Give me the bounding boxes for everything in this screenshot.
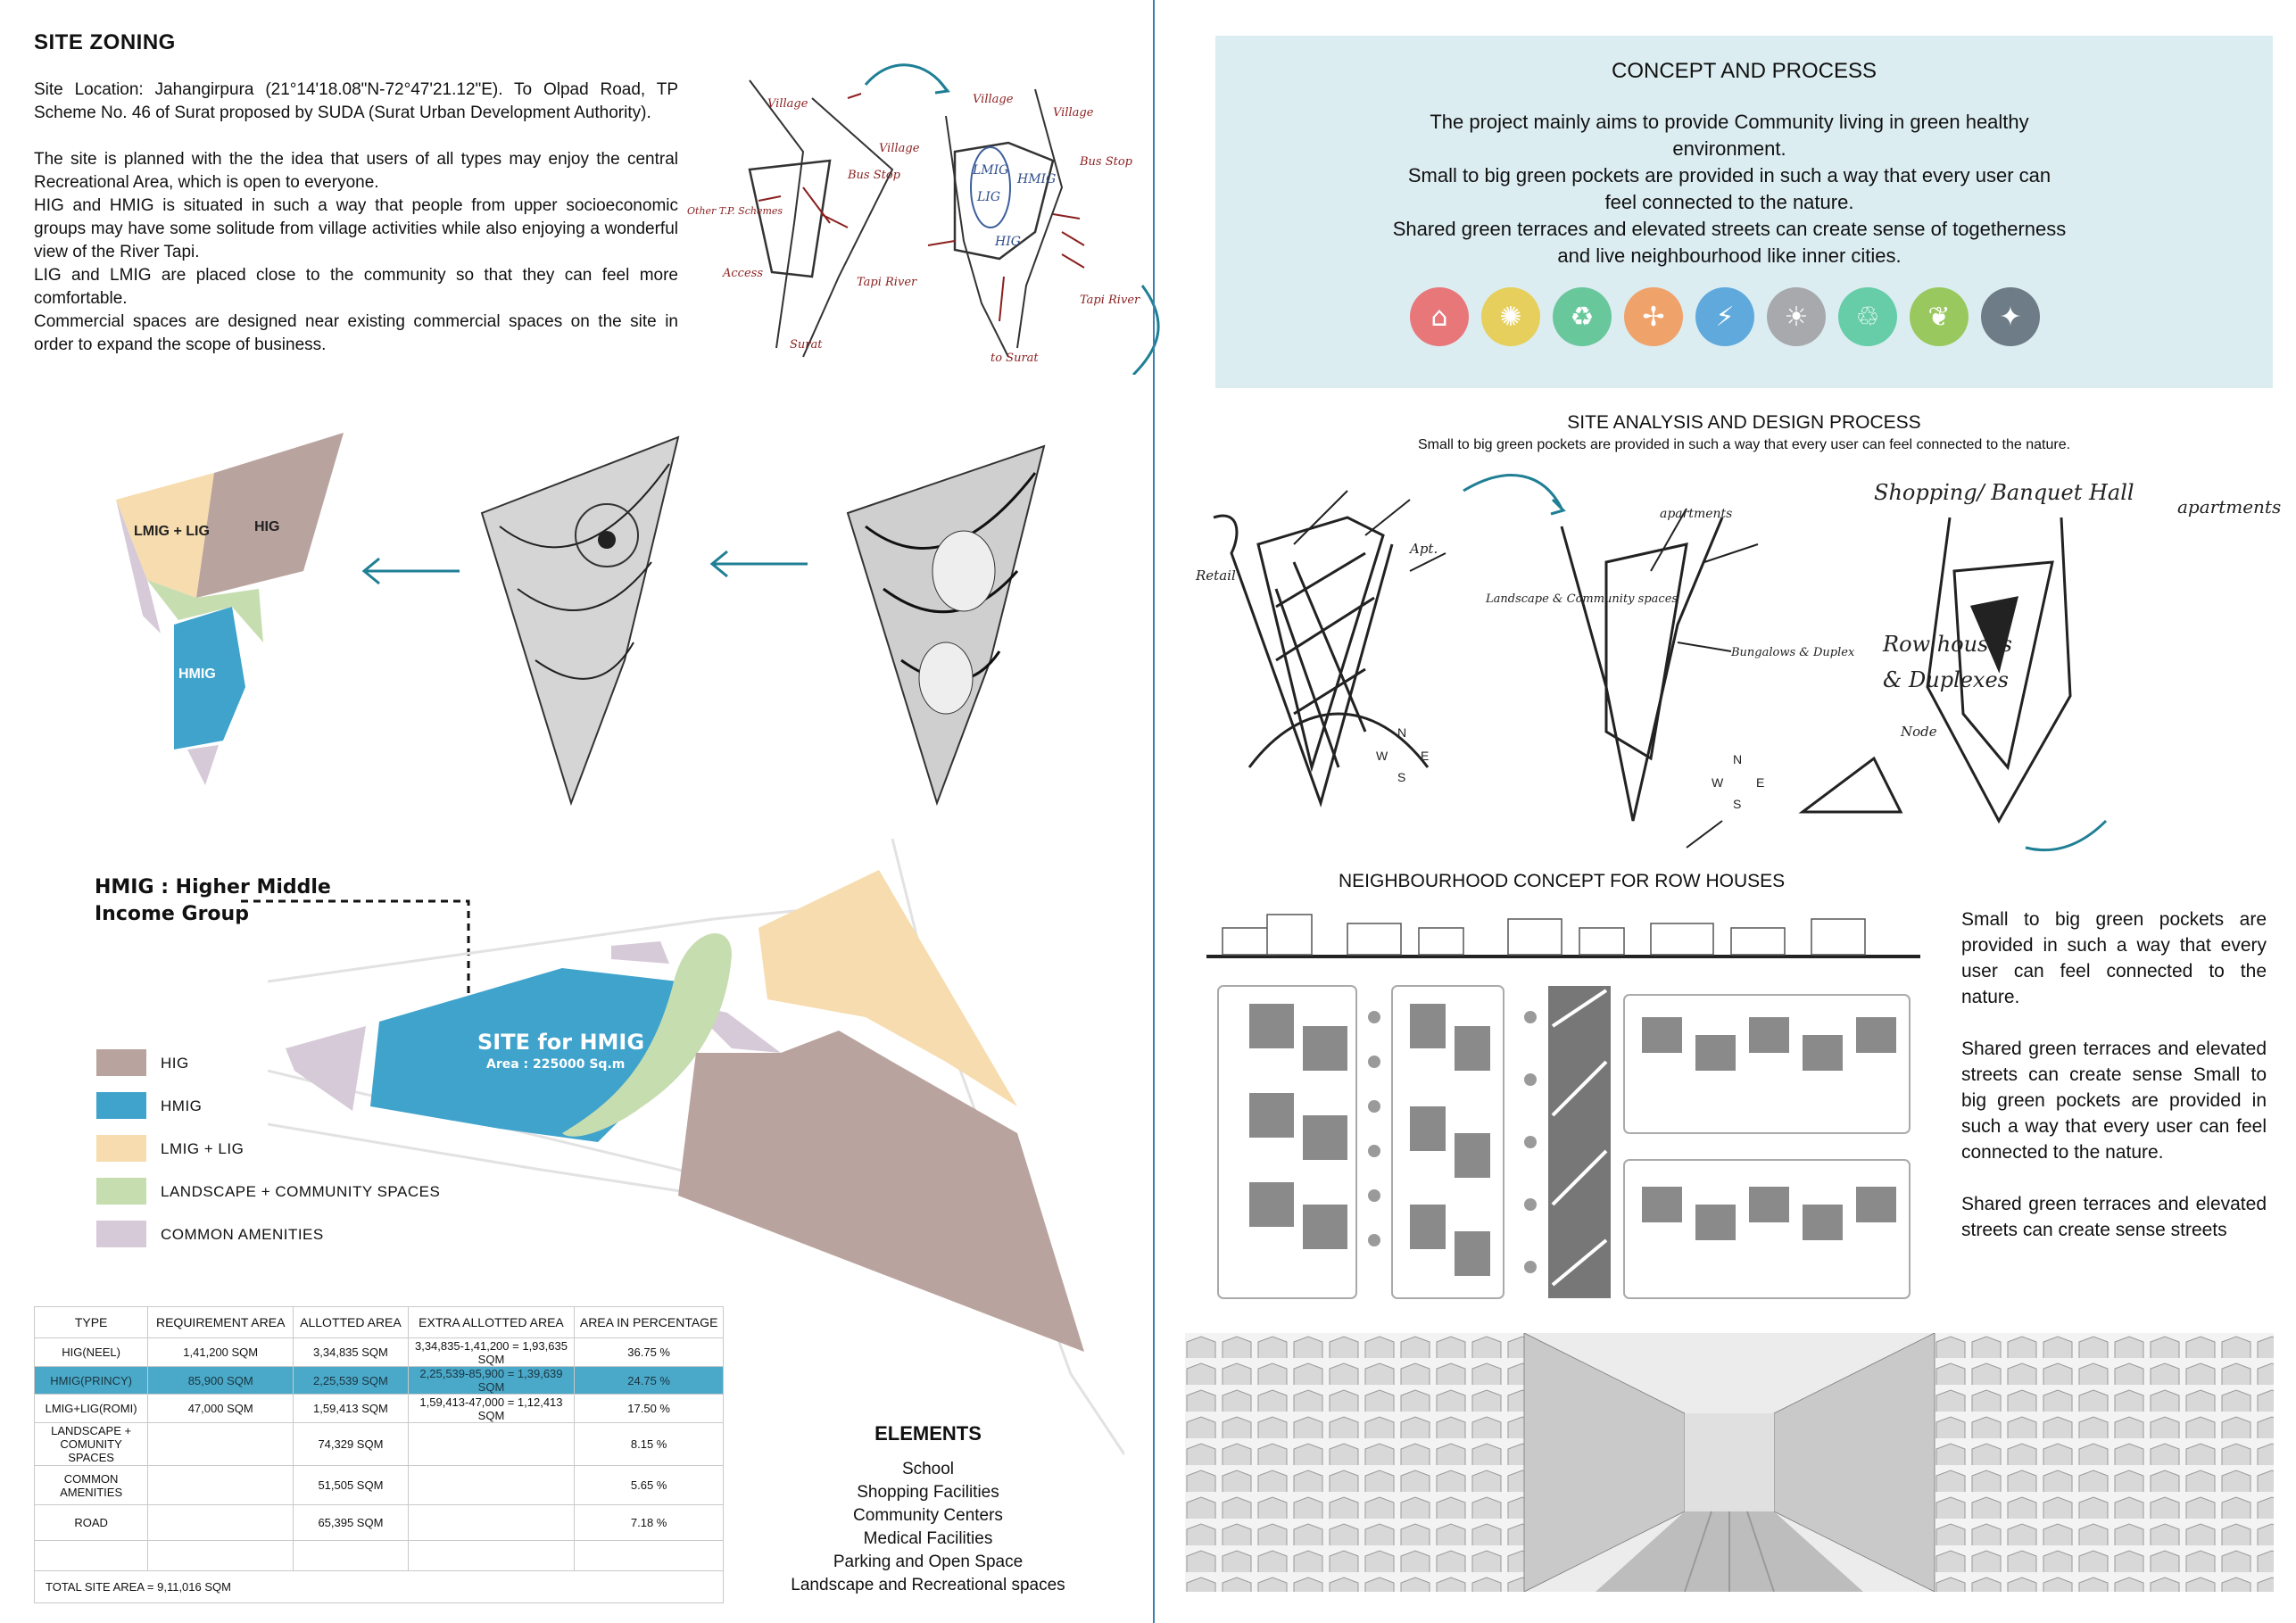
table-cell: 24.75 %	[575, 1367, 724, 1395]
process-arrow-2	[705, 546, 812, 582]
sketch-label-village-2: Village	[879, 142, 920, 155]
neighbourhood-plan	[1187, 901, 1936, 1303]
concept-line-1: The project mainly aims to provide Community living in green healthy environment.	[1430, 111, 2029, 160]
table-total: TOTAL SITE AREA = 9,11,016 SQM	[35, 1571, 724, 1603]
table-row-highlighted	[35, 1367, 724, 1395]
zoning-paragraph-3: LIG and LMIG are placed close to the community so that they can feel more comfortable.	[34, 266, 678, 308]
table-cell	[408, 1505, 575, 1541]
elements-item: School	[901, 1460, 955, 1478]
home-icon: ⌂	[1410, 287, 1469, 346]
legend-swatch-amenities	[96, 1221, 146, 1247]
zoning-paragraph-4: Commercial spaces are designed near existing commercial spaces on the site in order to expand the scope of business.	[34, 312, 678, 354]
hmig-note-line-1: HMIG : Higher Middle	[95, 876, 331, 898]
compass-w-2: W	[1712, 775, 1724, 790]
compass-e-2: E	[1756, 775, 1765, 790]
sketch-label-other-tp: Other T.P. Schemes	[687, 205, 783, 217]
table-header: AREA IN PERCENTAGE	[575, 1307, 724, 1338]
analysis-label-bungalows: Bungalows & Duplex	[1731, 646, 1855, 659]
solar-panel-icon: ☀	[1767, 287, 1826, 346]
analysis-title: SITE ANALYSIS AND DESIGN PROCESS	[1567, 412, 1921, 433]
site-zoning-title: SITE ZONING	[34, 30, 176, 54]
table-cell: 51,505 SQM	[294, 1466, 408, 1505]
analysis-label-landscape: Landscape & Community spaces	[1486, 592, 1678, 606]
table-cell: 1,59,413 SQM	[294, 1395, 408, 1423]
sketch-label-lmig: LMIG	[973, 163, 1009, 178]
table-header: EXTRA ALLOTTED AREA	[408, 1307, 575, 1338]
legend-swatch-hmig	[96, 1092, 146, 1119]
analysis-label-apt: Apt.	[1410, 541, 1438, 557]
table-cell	[408, 1541, 575, 1571]
elements-list	[767, 1422, 1089, 1597]
sketch-label-village-1: Village	[767, 97, 808, 111]
legend-label-lmig-lig: LMIG + LIG	[161, 1140, 245, 1157]
table-cell	[408, 1466, 575, 1505]
table-cell	[148, 1505, 294, 1541]
compass-s-2: S	[1733, 797, 1742, 811]
table-cell	[35, 1541, 148, 1571]
bulb-icon: ✦	[1981, 287, 2040, 346]
sketch-label-surat: Surat	[790, 338, 823, 352]
table-row	[35, 1395, 724, 1423]
analysis-label-node: Node	[1901, 724, 1937, 740]
street-perspective-render	[1185, 1333, 2274, 1592]
legend-label-hig: HIG	[161, 1055, 189, 1072]
zoning-paragraph-2: HIG and HMIG is situated in such a way that people from upper socioeconomic groups may have some solitude from village activities while also enjoying a wonderful view of the River Tapi.	[34, 196, 678, 261]
concept-text	[1390, 109, 2068, 269]
bin-icon: ♲	[1838, 287, 1897, 346]
table-row	[35, 1505, 724, 1541]
sketch-label-lig: LIG	[977, 190, 1001, 204]
legend-label-landscape: LANDSCAPE + COMMUNITY SPACES	[161, 1183, 441, 1200]
table-cell: 8.15 %	[575, 1423, 724, 1466]
table-row	[35, 1466, 724, 1505]
table-cell: 36.75 %	[575, 1338, 724, 1367]
table-total-row	[35, 1571, 724, 1603]
sketch-label-access: Access	[723, 267, 763, 280]
compass-w-1: W	[1376, 749, 1388, 763]
table-header-row	[35, 1307, 724, 1338]
wind-turbine-icon: ✢	[1624, 287, 1683, 346]
table-cell	[148, 1466, 294, 1505]
table-cell: 2,25,539-85,900 = 1,39,639 SQM	[408, 1367, 575, 1395]
zoning-paragraph-1: The site is planned with the the idea that users of all types may enjoy the central Recreational Area, which is open to everyone.	[34, 150, 678, 192]
sketch-label-hig: HIG	[995, 235, 1021, 249]
site-label-area: Area : 225000 Sq.m	[486, 1057, 626, 1072]
concept-box	[1215, 36, 2273, 388]
table-cell: 7.18 %	[575, 1505, 724, 1541]
table-cell: ROAD	[35, 1505, 148, 1541]
site-location-text: Site Location: Jahangirpura (21°14'18.08"N-72°47'21.12"E). To Olpad Road, TP Scheme No. 46 of Surat proposed by SUDA (Surat Urban Development Authority).	[34, 80, 678, 122]
table-row	[35, 1338, 724, 1367]
compass-s-1: S	[1397, 770, 1406, 784]
sketch-label-village-4: Village	[1053, 106, 1094, 120]
elements-item: Medical Facilities	[863, 1529, 993, 1548]
sketch-label-bus-stop-2: Bus Stop	[1080, 155, 1133, 169]
table-cell: 1,59,413-47,000 = 1,12,413 SQM	[408, 1395, 575, 1423]
hmig-note-line-2: Income Group	[95, 903, 249, 925]
pencil-sketch-1	[446, 410, 714, 821]
table-cell: HMIG(PRINCY)	[35, 1367, 148, 1395]
legend-label-hmig: HMIG	[161, 1097, 203, 1114]
concept-title: CONCEPT AND PROCESS	[1612, 59, 1877, 83]
table-cell: COMMON AMENITIES	[35, 1466, 148, 1505]
table-cell: 74,329 SQM	[294, 1423, 408, 1466]
analysis-subtitle: Small to big green pockets are provided in such a way that every user can feel connected to the nature.	[1417, 437, 2071, 452]
zone-label-hmig: HMIG	[178, 667, 216, 682]
sketch-label-village-3: Village	[973, 93, 1014, 106]
table-cell	[575, 1541, 724, 1571]
sketch-label-to-surat: to Surat	[991, 352, 1039, 365]
table-cell: 5.65 %	[575, 1466, 724, 1505]
analysis-label-duplexes: & Duplexes	[1883, 667, 2009, 692]
table-cell	[148, 1541, 294, 1571]
sketch-label-tapi-river-2: Tapi River	[1080, 294, 1140, 307]
table-cell: 2,25,539 SQM	[294, 1367, 408, 1395]
sketch-label-bus-stop: Bus Stop	[848, 169, 901, 182]
compass-e-1: E	[1421, 749, 1430, 763]
neighbourhood-text-2: Shared green terraces and elevated streets can create sense Small to big green pockets are provided in such a way that every user can feel connected to the nature.	[1961, 1039, 2267, 1163]
table-cell: 3,34,835 SQM	[294, 1338, 408, 1367]
sketch-label-tapi-river: Tapi River	[857, 276, 917, 289]
analysis-sketches	[1187, 464, 2284, 857]
table-header: TYPE	[35, 1307, 148, 1338]
elements-item: Parking and Open Space	[833, 1553, 1024, 1571]
page-divider	[1153, 0, 1155, 1623]
site-zoning-text	[34, 79, 678, 357]
area-table	[34, 1306, 724, 1603]
legend-label-amenities: COMMON AMENITIES	[161, 1226, 324, 1243]
table-header: REQUIREMENT AREA	[148, 1307, 294, 1338]
leaf-hand-icon: ❦	[1910, 287, 1969, 346]
zone-label-hig: HIG	[254, 519, 280, 534]
legend-swatch-lmig-lig	[96, 1135, 146, 1162]
recycle-icon: ♻	[1553, 287, 1612, 346]
legend-swatch-hig	[96, 1049, 146, 1076]
elements-title: ELEMENTS	[874, 1422, 982, 1445]
analysis-label-row-houses: Row houses	[1883, 632, 2012, 657]
table-cell	[294, 1541, 408, 1571]
analysis-label-shopping: Shopping/ Banquet Hall	[1874, 480, 2134, 505]
table-cell: 47,000 SQM	[148, 1395, 294, 1423]
zone-map	[98, 419, 366, 794]
neighbourhood-title: NEIGHBOURHOOD CONCEPT FOR ROW HOUSES	[1339, 871, 1786, 891]
neighbourhood-text-1: Small to big green pockets are provided in such a way that every user can feel connected to the nature.	[1961, 909, 2267, 1007]
table-row	[35, 1423, 724, 1466]
zone-label-lmig-lig: LMIG + LIG	[134, 524, 210, 539]
sketch-label-hmig: HMIG	[1017, 172, 1057, 186]
legend-swatch-landscape	[96, 1178, 146, 1205]
compass-n-2: N	[1733, 752, 1743, 766]
table-cell	[408, 1423, 575, 1466]
elements-item: Community Centers	[853, 1506, 1003, 1525]
site-sketch-top	[687, 54, 1169, 375]
elements-item: Landscape and Recreational spaces	[791, 1576, 1065, 1594]
table-cell: HIG(NEEL)	[35, 1338, 148, 1367]
neighbourhood-text	[1961, 907, 2267, 1243]
table-row	[35, 1541, 724, 1571]
table-cell: 3,34,835-1,41,200 = 1,93,635 SQM	[408, 1338, 575, 1367]
table-cell: 65,395 SQM	[294, 1505, 408, 1541]
neighbourhood-text-3: Shared green terraces and elevated streets can create sense streets	[1961, 1194, 2267, 1240]
table-cell: LANDSCAPE + COMUNITY SPACES	[35, 1423, 148, 1466]
concept-line-2: Small to big green pockets are provided in such a way that every user can feel connected to the nature.	[1407, 164, 2051, 213]
table-cell: LMIG+LIG(ROMI)	[35, 1395, 148, 1423]
analysis-label-apartments-1: apartments	[1660, 507, 1733, 521]
concept-line-3: Shared green terraces and elevated streets can create sense of togetherness and live neighbourhood like inner cities.	[1392, 218, 2067, 267]
pencil-sketch-2	[812, 410, 1107, 821]
compass-icon: ✺	[1481, 287, 1540, 346]
table-header: ALLOTTED AREA	[294, 1307, 408, 1338]
compass-n-1: N	[1397, 725, 1407, 740]
analysis-label-retail: Retail	[1196, 567, 1236, 584]
table-cell: 85,900 SQM	[148, 1367, 294, 1395]
table-cell: 1,41,200 SQM	[148, 1338, 294, 1367]
elements-item: Shopping Facilities	[857, 1483, 999, 1502]
analysis-label-apartments-2: apartments	[2177, 496, 2282, 518]
table-cell: 17.50 %	[575, 1395, 724, 1423]
site-label-title: SITE for HMIG	[477, 1030, 645, 1055]
plug-icon: ⚡	[1695, 287, 1754, 346]
table-cell	[148, 1423, 294, 1466]
